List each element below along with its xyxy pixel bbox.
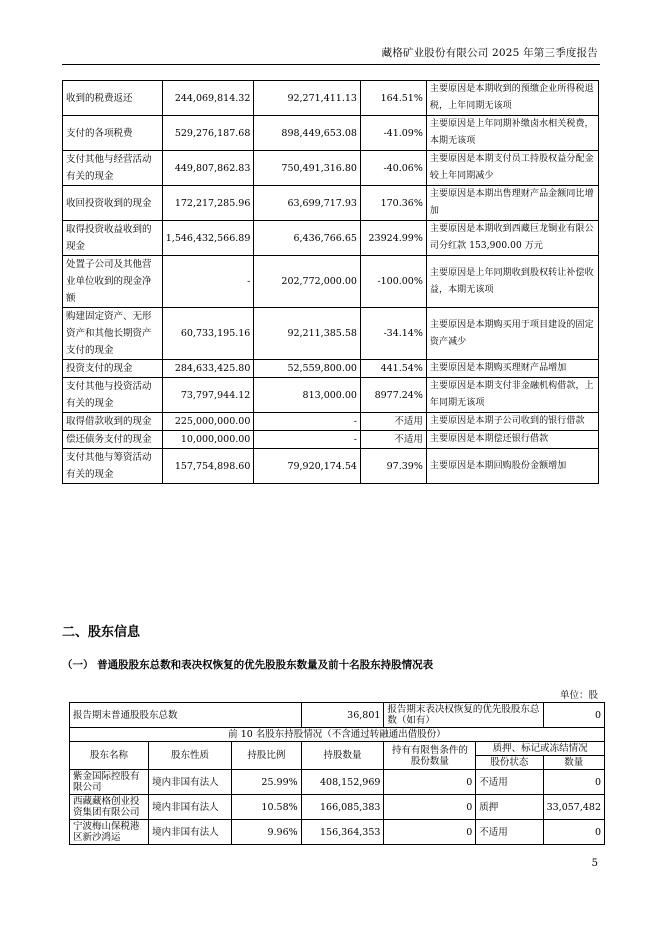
row-reason: 主要原因是本期回购股份金额增加 <box>426 449 598 484</box>
row-change: 不适用 <box>360 413 426 431</box>
table-row <box>70 820 605 845</box>
row-reason: 主要原因是本期出售理财产品金额同比增加 <box>426 186 598 221</box>
row-current: 73,797,944.12 <box>162 378 254 413</box>
row-previous: 898,449,653.08 <box>254 116 361 151</box>
holder-ratio: 9.96% <box>232 820 302 845</box>
row-reason: 主要原因是上年同期补缴卤水相关税费，本期无该项 <box>426 116 598 151</box>
row-change: 23924.99% <box>360 221 426 256</box>
row-item: 偿还债务支付的现金 <box>63 431 163 449</box>
pref-holders-value: 0 <box>543 703 604 728</box>
holder-ratio: 25.99% <box>232 770 302 795</box>
col-status-header: 股份状态 <box>476 756 543 770</box>
row-current: 60,733,195.16 <box>162 308 254 360</box>
table-row <box>63 116 599 151</box>
row-reason: 主要原因是本期支付非金融机构借款，上年同期无该项 <box>426 378 598 413</box>
total-holders-label: 报告期末普通股股东总数 <box>70 703 302 728</box>
header-title: 藏格矿业股份有限公司 2025 年第三季度报告 <box>381 47 598 59</box>
table-row <box>63 413 599 431</box>
col-qty-header: 持股数量 <box>301 742 384 770</box>
row-change: 97.39% <box>360 449 426 484</box>
cash-flow-change-table <box>62 80 599 484</box>
total-holders-value: 36,801 <box>301 703 384 728</box>
holder-amount: 0 <box>543 820 604 845</box>
row-current: 284,633,425.80 <box>162 360 254 378</box>
holder-nature: 境内非国有法人 <box>149 820 232 845</box>
row-change: 441.54% <box>360 360 426 378</box>
col-restricted-header: 持有有限售条件的股份数量 <box>384 742 476 770</box>
table-row <box>63 308 599 360</box>
holder-status: 质押 <box>476 795 543 820</box>
row-item: 支付的各项税费 <box>63 116 163 151</box>
row-change: -41.09% <box>360 116 426 151</box>
holder-name: 紫金国际控股有限公司 <box>70 770 149 795</box>
table-row <box>63 81 599 116</box>
row-previous: 750,491,316.80 <box>254 151 361 186</box>
table-row <box>70 795 605 820</box>
holder-restricted: 0 <box>384 795 476 820</box>
row-previous: - <box>254 413 361 431</box>
col-ratio-header: 持股比例 <box>232 742 302 770</box>
page-number: 5 <box>591 858 598 869</box>
table-row <box>63 360 599 378</box>
row-item: 支付其他与投资活动有关的现金 <box>63 378 163 413</box>
row-previous: 63,699,717.93 <box>254 186 361 221</box>
row-change: 170.36% <box>360 186 426 221</box>
holder-name: 西藏藏格创业投资集团有限公司 <box>70 795 149 820</box>
row-reason: 主要原因是本期购买理财产品增加 <box>426 360 598 378</box>
row-change: 164.51% <box>360 81 426 116</box>
col-amount-header: 数量 <box>543 756 604 770</box>
row-reason: 主要原因是本期偿还银行借款 <box>426 431 598 449</box>
row-item: 收到的税费返还 <box>63 81 163 116</box>
row-item: 支付其他与筹资活动有关的现金 <box>63 449 163 484</box>
row-reason: 主要原因是本期收到西藏巨龙铜业有限公司分红款 153,900.00 万元 <box>426 221 598 256</box>
section-title: 二、股东信息 <box>62 625 141 640</box>
row-current: 225,000,000.00 <box>162 413 254 431</box>
table-row <box>63 431 599 449</box>
row-item: 取得投资收益收到的现金 <box>63 221 163 256</box>
row-previous: - <box>254 431 361 449</box>
col-nature-header: 股东性质 <box>149 742 232 770</box>
row-item: 投资支付的现金 <box>63 360 163 378</box>
table-row <box>63 378 599 413</box>
holder-qty: 408,152,969 <box>301 770 384 795</box>
row-current: 529,276,187.68 <box>162 116 254 151</box>
table-row <box>63 449 599 484</box>
holder-restricted: 0 <box>384 820 476 845</box>
row-previous: 202,772,000.00 <box>254 256 361 308</box>
row-reason: 主要原因是本期收到的预缴企业所得税退税，上年同期无该项 <box>426 81 598 116</box>
row-current: 244,069,814.32 <box>162 81 254 116</box>
holder-qty: 166,085,383 <box>301 795 384 820</box>
row-item: 取得借款收到的现金 <box>63 413 163 431</box>
table-row <box>70 770 605 795</box>
top10-title: 前 10 名股东持股情况（不含通过转融通出借股份） <box>70 728 605 742</box>
row-change: -100.00% <box>360 256 426 308</box>
row-previous: 92,271,411.13 <box>254 81 361 116</box>
row-item: 购建固定资产、无形资产和其他长期资产支付的现金 <box>63 308 163 360</box>
table-row <box>63 151 599 186</box>
holder-name: 宁波梅山保税港区新沙鸿运 <box>70 820 149 845</box>
table-row <box>63 256 599 308</box>
unit-label: 单位：股 <box>559 690 598 701</box>
row-previous: 92,211,385.58 <box>254 308 361 360</box>
row-current: - <box>162 256 254 308</box>
row-reason: 主要原因是本期购买用于项目建设的固定资产减少 <box>426 308 598 360</box>
row-previous: 52,559,800.00 <box>254 360 361 378</box>
row-change: -40.06% <box>360 151 426 186</box>
holder-total-row <box>70 703 605 728</box>
subsection-title: （一） 普通股股东总数和表决权恢复的优先股股东数量及前十名股东持股情况表 <box>62 659 434 671</box>
row-previous: 6,436,766.65 <box>254 221 361 256</box>
row-item: 处置子公司及其他营业单位收到的现金净额 <box>63 256 163 308</box>
header-divider <box>62 64 600 65</box>
table-row <box>63 221 599 256</box>
row-reason: 主要原因是本期支付员工持股权益分配金较上年同期减少 <box>426 151 598 186</box>
holder-amount: 0 <box>543 770 604 795</box>
holder-amount: 33,057,482 <box>543 795 604 820</box>
row-item: 支付其他与经营活动有关的现金 <box>63 151 163 186</box>
row-previous: 79,920,174.54 <box>254 449 361 484</box>
row-change: -34.14% <box>360 308 426 360</box>
row-change: 8977.24% <box>360 378 426 413</box>
row-current: 10,000,000.00 <box>162 431 254 449</box>
holder-ratio: 10.58% <box>232 795 302 820</box>
shareholder-table <box>69 702 605 845</box>
holder-nature: 境内非国有法人 <box>149 770 232 795</box>
holder-status: 不适用 <box>476 770 543 795</box>
row-current: 1,546,432,566.89 <box>162 221 254 256</box>
top10-title-row <box>70 728 605 742</box>
row-current: 449,807,862.83 <box>162 151 254 186</box>
holder-header-row <box>70 742 605 756</box>
holder-restricted: 0 <box>384 770 476 795</box>
table-row <box>63 186 599 221</box>
pref-holders-label: 报告期末表决权恢复的优先股股东总数（如有） <box>384 703 543 728</box>
row-reason: 主要原因是上年同期收到股权转让补偿收益，本期无该项 <box>426 256 598 308</box>
row-previous: 813,000.00 <box>254 378 361 413</box>
holder-nature: 境内非国有法人 <box>149 795 232 820</box>
row-item: 收回投资收到的现金 <box>63 186 163 221</box>
col-pledge-header: 质押、标记或冻结情况 <box>476 742 605 756</box>
holder-status: 不适用 <box>476 820 543 845</box>
row-current: 157,754,898.60 <box>162 449 254 484</box>
row-change: 不适用 <box>360 431 426 449</box>
holder-qty: 156,364,353 <box>301 820 384 845</box>
row-current: 172,217,285.96 <box>162 186 254 221</box>
col-name-header: 股东名称 <box>70 742 149 770</box>
row-reason: 主要原因是本期子公司收到的银行借款 <box>426 413 598 431</box>
